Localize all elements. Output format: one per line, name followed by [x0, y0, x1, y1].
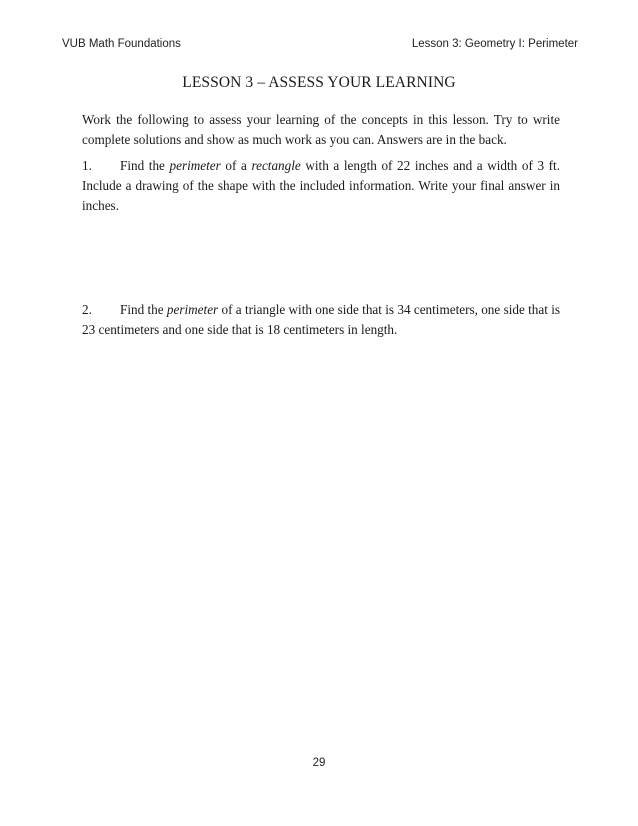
- page-title: LESSON 3 – ASSESS YOUR LEARNING: [182, 74, 456, 91]
- question-number: 2.: [82, 302, 92, 317]
- header-course-name: VUB Math Foundations: [62, 38, 181, 50]
- question-2: [82, 300, 560, 340]
- intro-paragraph: Work the following to assess your learning of the concepts in this lesson. Try to write complete solutions and show as much work as you can. Answers are in the back.: [82, 112, 560, 147]
- question-number: 1.: [82, 158, 92, 173]
- emphasized-term: rectangle: [251, 158, 301, 173]
- question-text: of a: [220, 158, 252, 173]
- question-text: with a length of 22 inches and a width of 3 ft. Include a drawing of the shape with the included information. Write your final answer in inches.: [82, 158, 560, 213]
- emphasized-term: perimeter: [166, 302, 219, 317]
- header-lesson-name: Lesson 3: Geometry I: Perimeter: [411, 38, 578, 50]
- emphasized-term: perimeter: [169, 158, 221, 173]
- question-text: of a triangle with one side that is 34 centimeters, one side that is 23 centimeters and one side that is 18 centimeters in length.: [82, 302, 560, 337]
- question-text: Find the: [120, 302, 167, 317]
- question-text: Find the: [120, 158, 170, 173]
- question-1: [82, 156, 560, 216]
- page-number: 29: [312, 757, 326, 769]
